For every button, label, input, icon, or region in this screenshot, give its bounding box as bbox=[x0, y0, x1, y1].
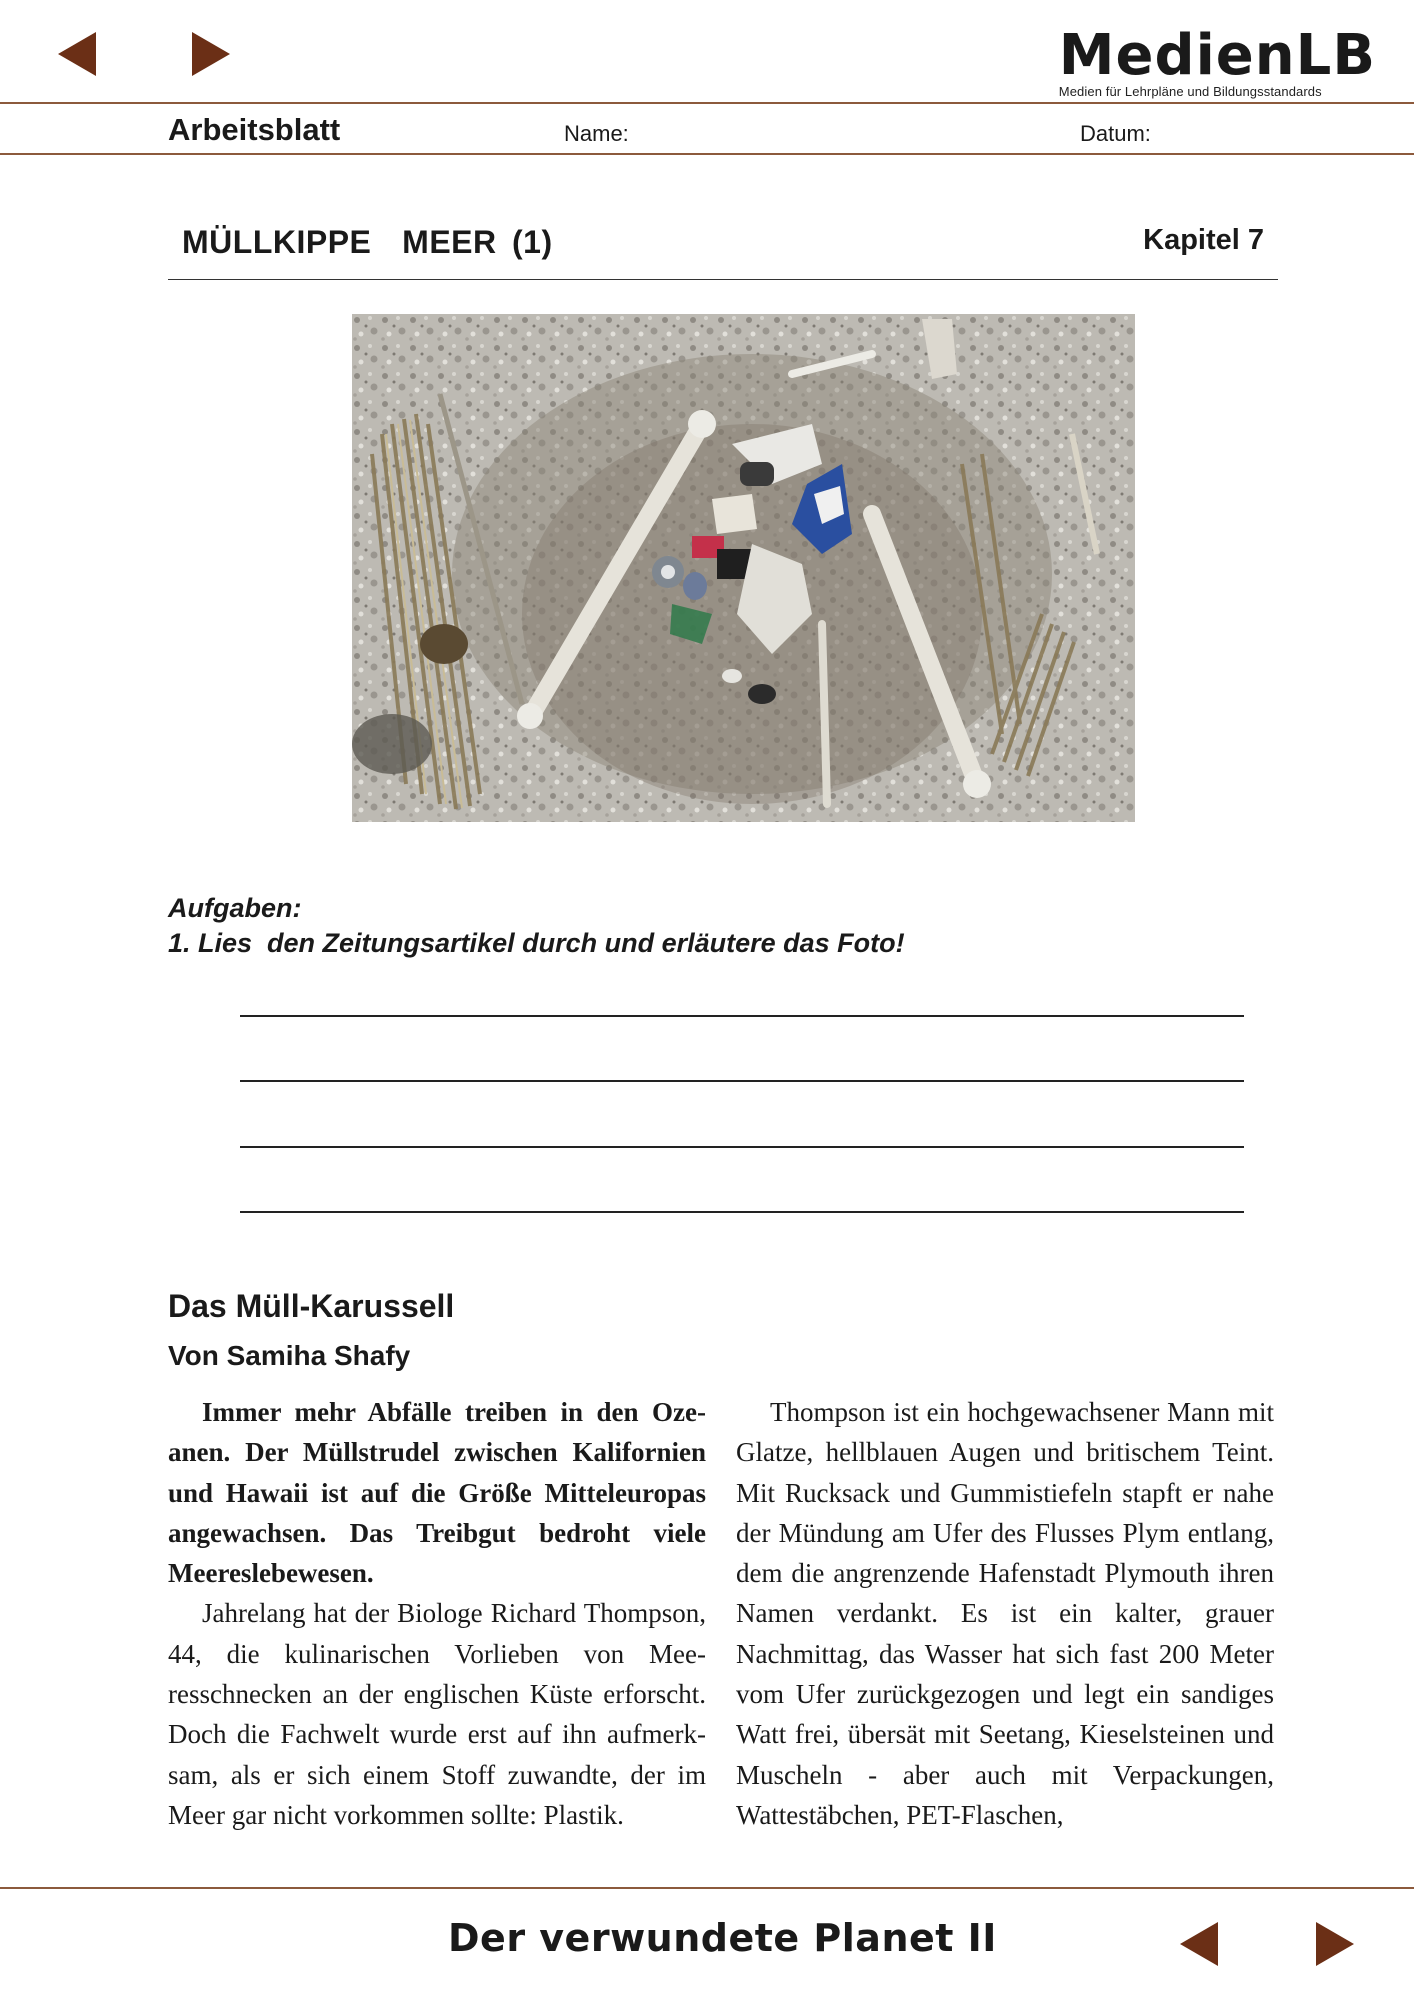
header-rule-top bbox=[0, 102, 1414, 104]
answer-line[interactable] bbox=[240, 1080, 1244, 1082]
header-rule-bottom bbox=[0, 153, 1414, 155]
answer-line[interactable] bbox=[240, 1146, 1244, 1148]
tasks-block bbox=[168, 891, 905, 961]
article-paragraph: Jahrelang hat der Biologe Richard Thompson, 44, die kulinarischen Vorlieben von Meeresschnecken an der englischen Küste erforscht. Doch die Fachwelt wurde erst auf ihn aufmerksam, als er sich einem Stoff zuwandte, der im Meer gar nicht vorkommen sollte: Plastik. bbox=[168, 1598, 706, 1830]
task-1: 1. Lies den Zeitungsartikel durch und erläutere das Foto! bbox=[168, 928, 905, 958]
article-column-left bbox=[168, 1392, 706, 1835]
worksheet-title: MÜLLKIPPE MEER (1) bbox=[182, 224, 553, 260]
answer-line[interactable] bbox=[240, 1015, 1244, 1017]
article-paragraph: Thompson ist ein hochgewachsener Mann mit Glatze, hellblauen Augen und britischem Teint. Mit Rucksack und Gummistiefeln stapft er nahe der Mündung am Ufer des Flusses Plym entlang, dem die angrenzende Hafenstadt Plymouth ihren Namen verdankt. Es ist ein kalter, grauer Nachmittag, das Wasser hat sich fast 200 Meter vom Ufer zurückgezogen und legt ein sandiges Watt frei, übersät mit Seetang, Kieselsteinen und Muscheln - aber auch mit Verpackungen, Wattestäbchen, PET-Flaschen, bbox=[736, 1397, 1274, 1830]
chapter-label: Kapitel 7 bbox=[1143, 224, 1264, 256]
medienlb-logo bbox=[1058, 23, 1376, 99]
answer-line[interactable] bbox=[240, 1211, 1244, 1213]
article-author: Von Samiha Shafy bbox=[168, 1340, 411, 1371]
footer-title: Der verwundete Planet II bbox=[448, 1916, 997, 1960]
tasks-heading: Aufgaben: bbox=[168, 893, 302, 923]
footer-rule bbox=[0, 1887, 1414, 1889]
next-page-arrow-icon[interactable] bbox=[1316, 1922, 1354, 1966]
logo-subtitle: Medien für Lehrpläne und Bildungsstandards bbox=[1058, 84, 1322, 99]
article-title: Das Müll-Karussell bbox=[168, 1288, 455, 1324]
prev-page-arrow-icon[interactable] bbox=[1180, 1922, 1218, 1966]
albatross-carcass-photo bbox=[352, 314, 1135, 822]
worksheet-label: Arbeitsblatt bbox=[168, 112, 341, 147]
next-page-arrow-icon[interactable] bbox=[192, 32, 230, 76]
article-lead: Immer mehr Abfälle treiben in den Ozeanen. Der Müllstrudel zwischen Kalifornien und Hawaii ist auf die Größe Mitteleuropas angewachsen. Das Treibgut bedroht viele Meereslebewesen. bbox=[168, 1397, 706, 1589]
name-label: Name: bbox=[564, 121, 629, 146]
article-column-right bbox=[736, 1392, 1274, 1835]
prev-page-arrow-icon[interactable] bbox=[58, 32, 96, 76]
worksheet-title-row bbox=[168, 218, 1278, 280]
logo-title: MedienLB bbox=[1058, 23, 1376, 88]
date-label: Datum: bbox=[1080, 121, 1151, 146]
